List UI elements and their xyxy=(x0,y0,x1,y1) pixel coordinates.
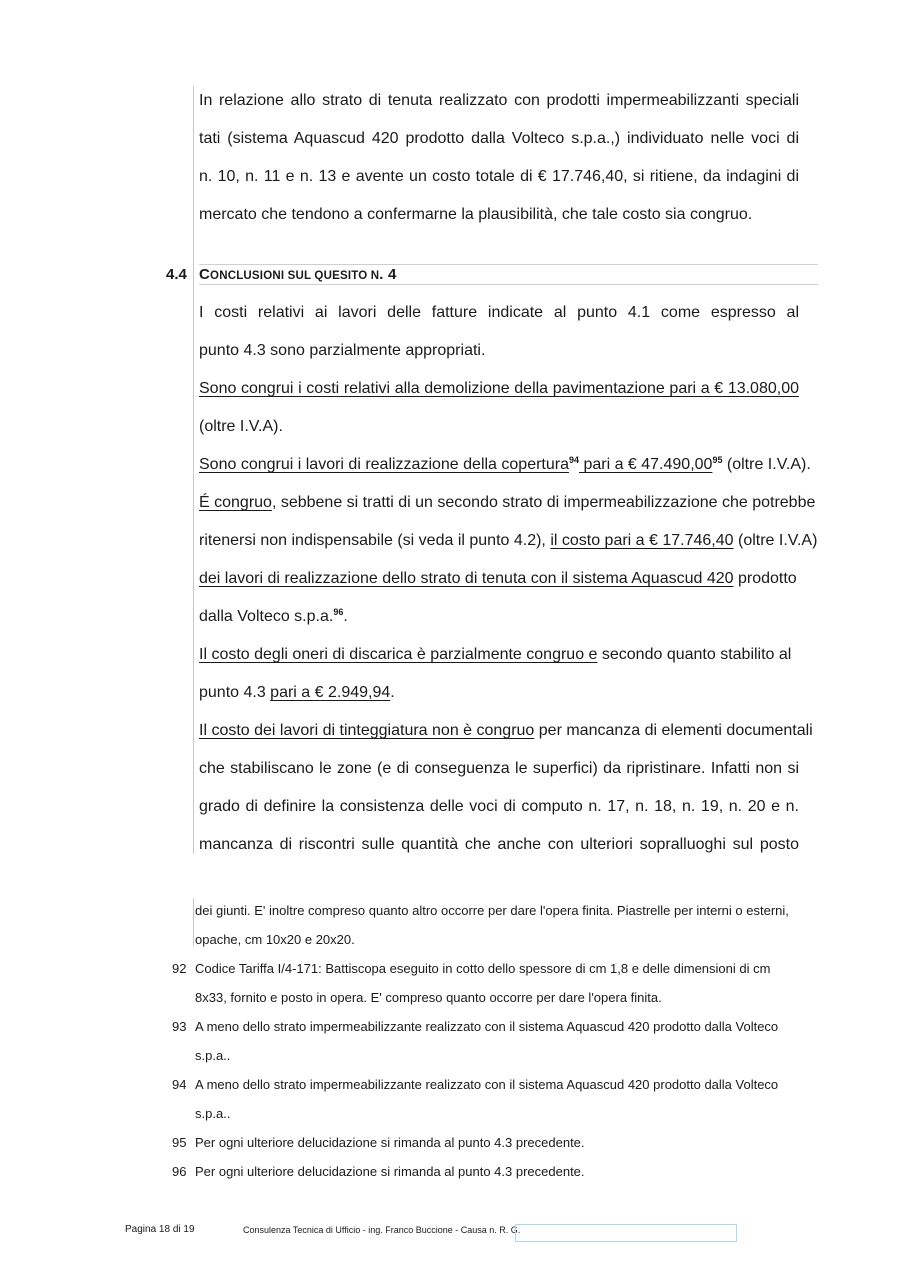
text-line: (oltre I.V.A). xyxy=(199,418,283,435)
text-line: In relazione allo strato di tenuta realizzato con prodotti impermeabilizzanti speciali xyxy=(199,92,799,109)
footnote-ref: 95 xyxy=(712,455,723,465)
text-line: tati (sistema Aquascud 420 prodotto dalla Volteco s.p.a.,) individuato nelle voci di xyxy=(199,130,799,147)
footnote-continuation-line: opache, cm 10x20 e 20x20. xyxy=(195,932,355,947)
footnote-ref: 94 xyxy=(568,455,579,465)
footnote-text: Per ogni ulteriore delucidazione si rimanda al punto 4.3 precedente. xyxy=(195,1135,585,1150)
footnote-text: s.p.a.. xyxy=(195,1106,231,1121)
margin-rule xyxy=(193,86,194,854)
text-line: punto 4.3 pari a € 2.949,94. xyxy=(199,684,395,701)
section-number: 4.4 xyxy=(166,266,187,283)
text-line: Il costo dei lavori di tinteggiatura non è congruo per mancanza di elementi documentali xyxy=(199,722,813,739)
text-line: Sono congrui i costi relativi alla demolizione della pavimentazione pari a € 13.080,00 xyxy=(199,380,799,397)
text-line: É congruo, sebbene si tratti di un secondo strato di impermeabilizzazione che potrebbe xyxy=(199,494,816,511)
footnote-text: 8x33, fornito e posto in opera. E' compreso quanto occorre per dare l'opera finita. xyxy=(195,990,662,1005)
conclusions-body xyxy=(199,294,818,864)
section-rule-bottom xyxy=(199,284,818,285)
footnote-number: 92 xyxy=(172,961,187,976)
text-line: punto 4.3 sono parzialmente appropriati. xyxy=(199,342,486,359)
section-title: CONCLUSIONI SUL QUESITO N. 4 xyxy=(199,266,397,283)
text-line: ritenersi non indispensabile (si veda il punto 4.2), il costo pari a € 17.746,40 (oltre I.V.A) xyxy=(199,532,818,549)
text-line: Sono congrui i lavori di realizzazione della copertura$^{94}$ pari a € 47.490,00$^{95}$ (oltre I.V.A). xyxy=(199,455,811,473)
footnote-continuation-line: dei giunti. E' inoltre compreso quanto altro occorre per dare l'opera finita. Piastrelle per interni o esterni, xyxy=(195,903,789,918)
footer-info: Consulenza Tecnica di Ufficio - ing. Franco Buccione - Causa n. R. G. xyxy=(243,1225,521,1235)
page-number: Pagina 18 di 19 xyxy=(125,1224,195,1235)
text-line: grado di definire la consistenza delle voci di computo n. 17, n. 18, n. 19, n. 20 e n. xyxy=(199,798,799,815)
text-line: I costi relativi ai lavori delle fatture indicate al punto 4.1 come espresso al xyxy=(199,304,799,321)
footnote-number: 95 xyxy=(172,1135,187,1150)
text-line: mancanza di riscontri sulle quantità che anche con ulteriori sopralluoghi sul posto xyxy=(199,836,799,853)
footnote-text: Codice Tariffa I/4-171: Battiscopa eseguito in cotto dello spessore di cm 1,8 e delle dimensioni di cm xyxy=(195,961,771,976)
footnote-text: Per ogni ulteriore delucidazione si rimanda al punto 4.3 precedente. xyxy=(195,1164,585,1179)
footnote-ref: 96 xyxy=(333,607,344,617)
text-line: dalla Volteco s.p.a.$^{96}$. xyxy=(199,607,348,625)
text-line: n. 10, n. 11 e n. 13 e avente un costo totale di € 17.746,40, si ritiene, da indagini di xyxy=(199,168,799,185)
footnote-text: s.p.a.. xyxy=(195,1048,231,1063)
footnote-number: 96 xyxy=(172,1164,187,1179)
text-line: Il costo degli oneri di discarica è parzialmente congruo e secondo quanto stabilito al xyxy=(199,646,792,663)
text-line: che stabiliscano le zone (e di conseguenza le superfici) da ripristinare. Infatti non si xyxy=(199,760,799,777)
footnote-number: 94 xyxy=(172,1077,187,1092)
footnote-number: 93 xyxy=(172,1019,187,1034)
text-line: dei lavori di realizzazione dello strato di tenuta con il sistema Aquascud 420 prodotto xyxy=(199,570,797,587)
footnote-text: A meno dello strato impermeabilizzante realizzato con il sistema Aquascud 420 prodotto dalla Volteco xyxy=(195,1077,779,1092)
footer-field-box xyxy=(515,1224,737,1242)
footnote-text: A meno dello strato impermeabilizzante realizzato con il sistema Aquascud 420 prodotto dalla Volteco xyxy=(195,1019,779,1034)
intro-paragraph xyxy=(199,82,799,234)
text-line: mercato che tendono a confermarne la plausibilità, che tale costo sia congruo. xyxy=(199,206,753,223)
footnote-margin-rule xyxy=(193,898,194,946)
